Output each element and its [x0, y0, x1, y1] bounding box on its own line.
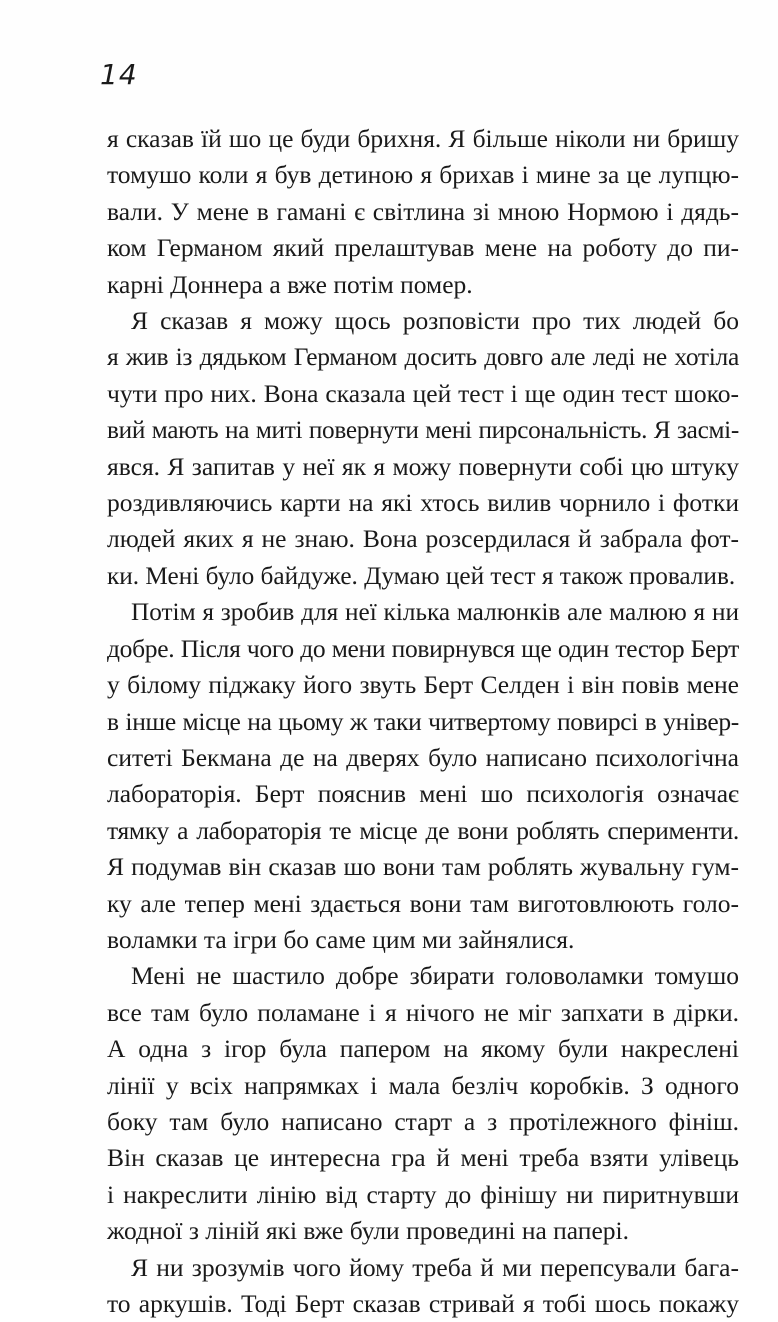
text-line: і накреслити лінію від старту до фінішу ни пиритнувши	[107, 1179, 739, 1209]
text-line: вали. У мене в гамані є світлина зі мною Нормою і дядь-	[107, 196, 739, 226]
text-line: воламки та ігри бо саме цим ми зайнялися.	[107, 924, 575, 954]
text-line: добре. Після чого до мени повирнувся ще один тестор Берт	[107, 633, 739, 663]
text-line: явся. Я запитав у неї як я можу повернути собі цю штуку	[107, 451, 739, 481]
text-line: карні Доннера а вже потім помер.	[107, 269, 473, 299]
text-line: Мені не шастило добре збирати головоламки томушо	[131, 961, 739, 991]
text-line: ку але тепер мені здається вони там виготовлюють голо-	[107, 888, 739, 918]
text-line: я сказав їй шо це буди брихня. Я більше ніколи ни бришу	[107, 124, 739, 153]
text-line: Я подумав він сказав шо вони там роблять жувальну гум-	[107, 852, 739, 882]
text-line: Потім я зробив для неї кілька малюнків але малюю я ни	[131, 598, 739, 627]
text-line: в інше місце на цьому ж таки читвертому повирсі в універ-	[107, 706, 739, 736]
text-line: тямку а лабораторія те місце де вони роблять сперименти.	[107, 815, 739, 845]
text-line: людей яких я не знаю. Вона розсердилася й забрала фот-	[107, 524, 739, 554]
page-number: 14	[100, 58, 138, 91]
text-line: все там було поламане і я нічого не міг запхати в дірки.	[107, 997, 739, 1027]
text-line: то аркушів. Тоді Берт сказав стривай я тобі шось покажу	[107, 1289, 739, 1318]
text-line: вий мають на миті повернути мені пирсональність. Я засмі-	[107, 416, 739, 445]
text-line: жодної з ліній які вже були проведині на папері.	[107, 1216, 629, 1246]
text-line: чути про них. Вона сказала цей тест і ще один тест шоко-	[107, 378, 739, 408]
text-line: у білому піджаку його звуть Берт Селден і він повів мене	[107, 670, 739, 700]
text-line: ком Германом який прелаштував мене на роботу до пи-	[107, 233, 739, 263]
text-line: Я ни зрозумів чого йому треба й ми перепсували бага-	[131, 1252, 739, 1282]
text-line: Він сказав це интересна гра й мені треба взяти улівець	[107, 1143, 739, 1173]
text-line: ки. Мені було байдуже. Думаю цей тест я також провалив.	[107, 561, 736, 590]
text-line: ситеті Бекмана де на дверях було написано психологічна	[107, 742, 739, 772]
text-line: лінії у всіх напрямках і мала безліч коробків. З одного	[107, 1070, 739, 1100]
text-line: Я сказав я можу щось розповісти про тих людей бо	[131, 306, 739, 336]
text-line: А одна з ігор була папером на якому були накреслені	[107, 1034, 739, 1064]
text-line: томушо коли я був детиною я брихав і мине за це лупцю-	[107, 160, 739, 190]
text-line: роздивляючись карти на які хтось вилив чорнило і фотки	[107, 488, 739, 518]
text-line: я жив із дядьком Германом досить довго але леді не хотіла	[107, 342, 739, 372]
text-line: лабораторія. Берт пояснив мені шо психологія означає	[107, 779, 739, 809]
body-text	[107, 121, 739, 1322]
text-line: боку там було написано старт а з протілежного фініш.	[107, 1106, 739, 1136]
